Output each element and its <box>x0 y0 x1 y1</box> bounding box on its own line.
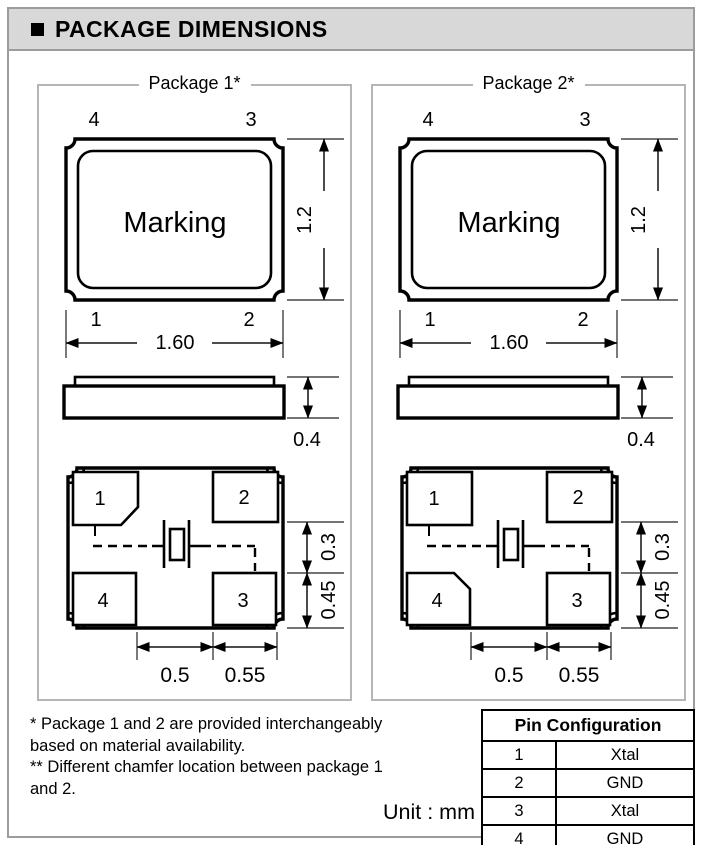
package-1-drawing <box>39 86 350 699</box>
marking-text: Marking <box>457 207 561 239</box>
pin-signal: Xtal <box>556 797 694 825</box>
pin-number: 3 <box>482 797 556 825</box>
dim-height-label: 1.2 <box>628 206 650 234</box>
pin-configuration-table <box>481 709 695 845</box>
dim-pad-gap-label: 0.5 <box>494 664 524 687</box>
pin-label-bottom-right: 2 <box>577 309 589 331</box>
dim-extension-lines <box>621 377 673 418</box>
side-view-body <box>398 386 618 418</box>
footnotes <box>30 714 395 800</box>
dim-extension-lines <box>137 632 277 660</box>
dim-pad-width-label: 0.55 <box>558 664 600 687</box>
pin-signal: GND <box>556 825 694 845</box>
pin-label-top-left: 4 <box>88 109 100 131</box>
dim-pad-height-label: 0.45 <box>652 580 674 620</box>
package-1-title: Package 1* <box>138 73 250 94</box>
section-header <box>7 7 695 51</box>
pin-label-bottom-left: 1 <box>90 309 102 331</box>
pin-signal: Xtal <box>556 741 694 769</box>
section-title: PACKAGE DIMENSIONS <box>55 15 328 42</box>
dim-width-label: 1.60 <box>155 332 195 354</box>
pad-label-2: 2 <box>238 487 250 509</box>
dim-pad-gap-label: 0.5 <box>160 664 190 687</box>
pin-label-top-right: 3 <box>579 109 591 131</box>
pad-label-4: 4 <box>431 590 443 612</box>
table-row <box>482 825 694 845</box>
footnote-interchangeable: * Package 1 and 2 are provided interchangeably based on material availability. <box>30 715 383 755</box>
side-view-body <box>64 386 284 418</box>
footnote-chamfer: ** Different chamfer location between package 1 and 2. <box>30 758 383 798</box>
pad-label-1: 1 <box>428 488 440 510</box>
package-1-box <box>37 73 352 701</box>
pad-label-3: 3 <box>571 590 583 612</box>
dim-extension-lines <box>471 632 611 660</box>
table-row <box>482 769 694 797</box>
pin-label-bottom-right: 2 <box>243 309 255 331</box>
crystal-symbol <box>170 529 184 560</box>
dim-extension-lines <box>287 377 339 418</box>
dim-thickness-label: 0.4 <box>627 429 655 451</box>
pad-label-4: 4 <box>97 590 109 612</box>
dim-gap-label: 0.3 <box>318 533 340 561</box>
dim-pad-width-label: 0.55 <box>224 664 266 687</box>
dim-width-label: 1.60 <box>489 332 529 354</box>
package-2-box <box>371 73 686 701</box>
pin-number: 2 <box>482 769 556 797</box>
pin-label-top-right: 3 <box>245 109 257 131</box>
pad-label-3: 3 <box>237 590 249 612</box>
table-row <box>482 741 694 769</box>
pin-label-bottom-left: 1 <box>424 309 436 331</box>
pad-label-1: 1 <box>94 488 106 510</box>
dim-gap-label: 0.3 <box>652 533 674 561</box>
pad-label-2: 2 <box>572 487 584 509</box>
package-2-title: Package 2* <box>472 73 584 94</box>
unit-label: Unit : mm <box>383 800 475 824</box>
crystal-symbol <box>504 529 518 560</box>
dim-height-label: 1.2 <box>294 206 316 234</box>
table-header-row <box>482 710 694 741</box>
package-2-drawing <box>373 86 684 699</box>
black-square-icon <box>31 23 44 36</box>
dim-pad-height-label: 0.45 <box>318 580 340 620</box>
pin-label-top-left: 4 <box>422 109 434 131</box>
dim-thickness-label: 0.4 <box>293 429 321 451</box>
marking-text: Marking <box>123 207 227 239</box>
pin-signal: GND <box>556 769 694 797</box>
table-row <box>482 797 694 825</box>
table-title: Pin Configuration <box>482 710 694 741</box>
pin-number: 4 <box>482 825 556 845</box>
pin-number: 1 <box>482 741 556 769</box>
